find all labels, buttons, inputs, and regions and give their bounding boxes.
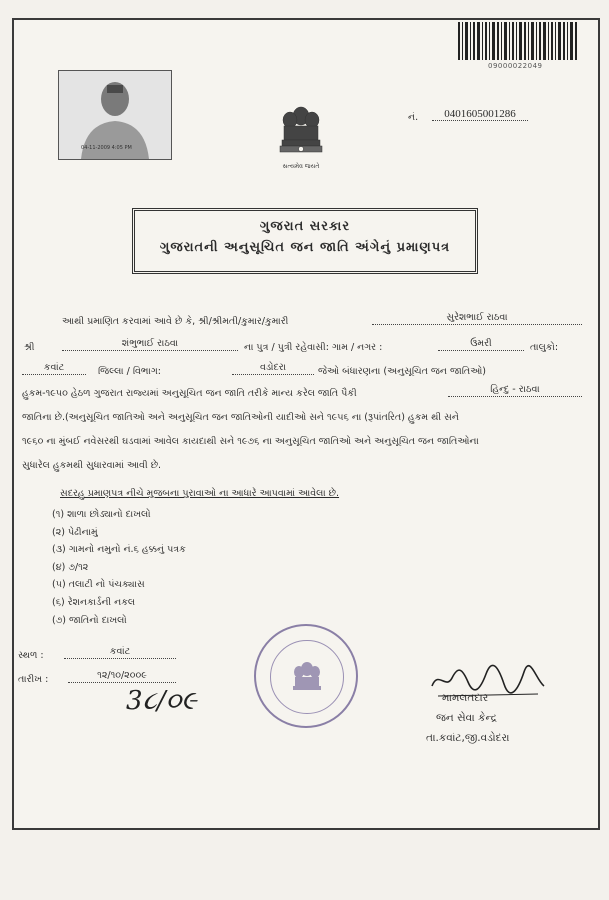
designation: મામલતદાર: [442, 692, 489, 704]
district-name: વડોદરા: [232, 362, 314, 375]
father-name: શંભુભાઈ રાઠવા: [62, 338, 238, 351]
list-item: (૧) શાળા છોડ્યાનો દાખલો: [52, 509, 151, 520]
paragraph-line-1: જાતિના છે.(અનુસૂચિત જાતિઓ અને અનુસૂચિત જન જાતિઓની યાદીઓ સને ૧૯૫૬ ના (રૂપાંતરિત) હુકમ થી સને: [22, 412, 459, 423]
office-seal: [254, 624, 358, 728]
title-certificate: ગુજરાતની અનુસૂચિત જન જાતિ અંગેનું પ્રમાણપત્ર: [159, 240, 451, 255]
list-item: (૫) તલાટી નો પંચક્યાસ: [52, 579, 145, 591]
certificate-number: 0401605001286: [432, 108, 528, 121]
national-emblem-icon: [272, 102, 330, 174]
barcode: [458, 22, 578, 60]
caste-name: હિન્દુ - રાઠવા: [448, 384, 582, 397]
emblem-motto: સત્યમેવ જયતે: [282, 163, 320, 170]
place-value: કવાંટ: [64, 646, 176, 659]
paragraph-line-2: ૧૯૬૦ ના મુંબઈ નવેસરથી ઘડવામાં આવેલ કાયદાથી સને ૧૯૭૬ ના અનુસૂચિત જાતિઓ અને અનુસૂચિત જન જાતિઓના: [22, 436, 479, 447]
shri-label: શ્રી: [24, 342, 35, 353]
applicant-name: સુરેશભાઈ રાઠવા: [372, 312, 582, 325]
seal-emblem-icon: [271, 641, 343, 713]
body-intro: આથી પ્રમાણિત કરવામાં આવે છે કે, શ્રી/શ્રીમતી/કુમાર/કુમારી: [62, 316, 289, 327]
handwritten-number: 3૮/૦૯: [126, 686, 197, 716]
taluka-label: તાલુકો:: [530, 342, 559, 353]
applicant-photo: [58, 70, 172, 160]
list-item: (૬) રેશનકાર્ડની નકલ: [52, 596, 136, 608]
place-label: સ્થળ :: [18, 650, 44, 661]
certificate-number-label: નં.: [408, 112, 419, 123]
title-government: ગુજરાત સરકાર: [259, 219, 351, 234]
constitution-text: જેઓ બંધારણના (અનુસૂચિત જન જાતિઓ): [318, 366, 486, 377]
list-item: (૩) ગામનો નમુનો નં.૬ હક્કનું પત્રક: [52, 544, 186, 556]
village-name: ઉમરી: [438, 338, 524, 351]
taluka-name: કવાંટ: [22, 362, 86, 375]
photo-timestamp: 04-11-2009 4:05 PM: [81, 145, 132, 151]
evidence-heading: સદરહુ પ્રમાણપત્ર નીચે મુજબના પુરાવાઓ ના આધારે આપવામાં આવેલા છે.: [60, 488, 340, 499]
office-location: તા.કવાંટ,જી.વડોદરા: [426, 732, 510, 744]
residence-label: ના પુત્ર / પુત્રી રહેવાસી: ગામ / નગર :: [244, 342, 383, 353]
evidence-list: [52, 506, 186, 629]
list-item: (૭) જાતિનો દાખલો: [52, 614, 127, 626]
paragraph-line-3: સુધારેલ હુકમથી સુધારવામાં આવી છે.: [22, 460, 162, 471]
order-text: હુકમ-૧૯૫૦ હેઠળ ગુજરાત રાજ્યમાં અનુસૂચિત જન જાતિ તરીકે માન્ય કરેલ જાતિ પૈકી: [22, 388, 357, 399]
list-item: (૨) પેઢીનામું: [52, 526, 98, 538]
list-item: (૪) ૭/૧૨: [52, 561, 89, 573]
office-name: જન સેવા કેન્દ્ર: [436, 712, 497, 724]
certificate-title-box: [132, 208, 478, 274]
date-value: ૧૨/૧૦/૨૦૦૯: [68, 670, 176, 683]
date-label: તારીખ :: [18, 674, 49, 685]
district-label: જિલ્લા / વિભાગ:: [98, 366, 161, 377]
barcode-number: 09000022049: [488, 62, 543, 70]
